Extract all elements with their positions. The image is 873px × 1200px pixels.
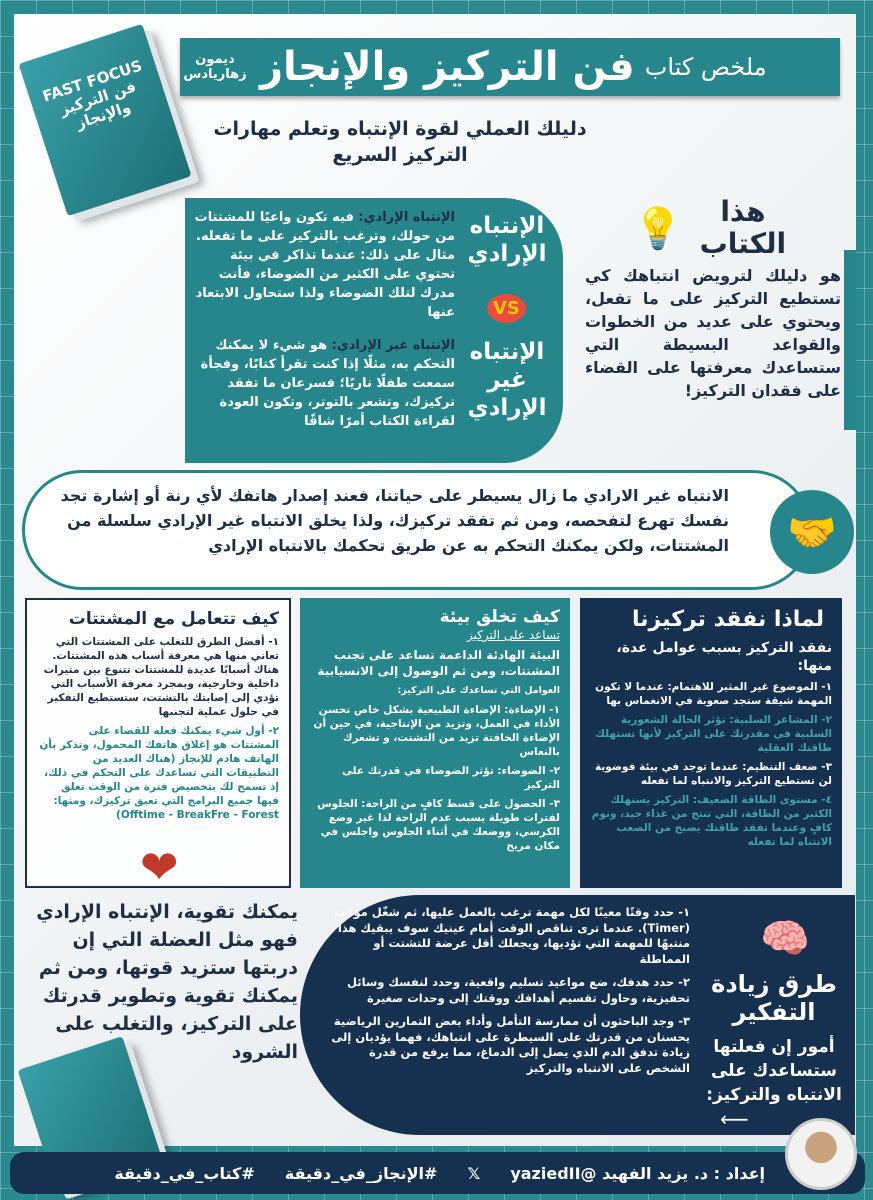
about-title: هذا الكتاب (699, 195, 787, 260)
distraction-item: ٢- أول شيء يمكنك فعله للقضاء على المشتتات هو إغلاق هاتفك المحمول، وتذكر بأن الهاتف هادم للإنجاز (هناك العديد من التطبيقات التي تساعدك على التحكم في ذلك، إذ تسمح لك بتخصيص فترة من الوقت تغلق فيها جميع البرامج التي تعيق تركيزك، ومنها: Offtime - BreakFre - Forest) (39, 725, 279, 821)
title-prefix: ملخص كتاب (644, 53, 767, 81)
why-item: ٤- مستوى الطاقة الضعيف: التركيز يستهلك الكثير من الطاقة، التي تنتج من غذاء جيد، ونوم كافٍ وعندما تفقد طاقتك يصبح من الصعب الانتباه لما تفعله (591, 794, 832, 848)
environment-item: ٣- الحصول على قسط كافٍ من الراحة: الجلوس لفترات طويلة يسبب عدم الراحة لذا غير وضع الكرسي، ووضعك في أثناء الجلوس واجلس في مكان مريح (317, 798, 560, 852)
environment-item: ٢- الضوضاء: تؤثر الضوضاء في قدرتك على التركيز (341, 765, 560, 791)
ways-item: ٢- حدد هدفك، ضع مواعيد تسليم واقعية، وحدد لنفسك وسائل تحفيزية، وحاول تقسيم أهدافك ووقتك إلى وحدات صغيرة (347, 975, 690, 1005)
voluntary-label: الإنتباه الإرادي: (358, 210, 455, 225)
page-title: فن التركيز والإنجاز (260, 44, 635, 90)
why-item: ٢- المشاعر السلبية: تؤثر الحالة الشعورية السلبية في مقدرتك على التركيز لأنها تستهلك طاقتك العقلية (595, 714, 832, 754)
handshake-icon: 🤝 (770, 490, 854, 574)
factors-label: العوامل التي تساعدك على التركيز: (397, 685, 560, 696)
x-icon: 𝕏 (467, 1163, 481, 1183)
ways-list (328, 905, 690, 1084)
environment-subtitle: تساعد على التركيز (466, 628, 560, 642)
why-title: لماذا نفقد تركيزنا (632, 607, 824, 632)
ways-item: ٣- وجد الباحثون أن ممارسة التأمل وأداء بعض التمارين الرياضية يحسنان من قدرتك على السيطرة على انتباهك، فهما يؤديان إلى زيادة تدفق الدم الذي يصل إلى الدماغ، مما يرفع من قدرة الشخص على الانتباه والتركيز (331, 1014, 690, 1075)
involuntary-desc (193, 336, 455, 431)
involuntary-label: الإنتباه غير الإرادي: (331, 338, 455, 353)
attention-types-box (185, 198, 563, 463)
why-section (580, 598, 842, 888)
author-avatar (785, 1118, 857, 1190)
ways-title: طرق زيادة التفكير (711, 970, 837, 1026)
quote-banner: الانتباه غير الارادي ما زال يسيطر على حياتنا، فعند إصدار هاتفك لأي رنة أو إشارة تجد نفسك تهرع لتفحصه، ومن ثم تفقد تركيزك، ولذا يخلق الانتباه غير الإرادي سلسلة من المشتتات، ولكن يمكنك التحكم به عن طريق تحكمك بالانتباه الإرادي (22, 470, 812, 590)
subtitle: دليلك العملي لقوة الإنتباه وتعلم مهارات التركيز السريع (213, 118, 587, 166)
why-item: ٣- ضعف التنظيم: عندما توجد في بيئة فوضوية لن تستطيع التركيز والانتباه لما تفعله (594, 761, 832, 787)
credit: إعداد : د. يزيد الفهيد @yaziedII (510, 1163, 765, 1183)
strengthen-text: يمكنك تقوية، الإنتباه الإرادي فهو مثل العضلة التي إن دربتها ستزيد قوتها، ومن ثم يمكنك تقوية وتطوير قدرتك على التركيز، والتغلب على الشرود (36, 901, 298, 1063)
ways-item: ١- حدد وقتًا معينًا لكل مهمة ترغب بالعمل عليها، ثم شغّل مؤقت (Timer). عندما ترى تناقص الوقت أمام عينيك سوف يبقيك هذا منتبهًا للمهمة التي تؤديها، ويجعلك أقل عرضة للتشتت أو المماطلة (333, 905, 690, 966)
environment-intro: البيئة الهادئة الداعمة تساعد على تجنب المشتتات، ومن ثم الوصول إلى الانسيابية (317, 648, 560, 678)
distraction-item: ١- أفضل الطرق للتغلب على المشتتات التي تعاني منها هي معرفة أسباب هذه المشتتات. هناك أسبابًا عديدة للمشتتات تتنوع بين مثيرات داخلية وخارجية، وبمجرد معرفة الأسباب التي تؤدي إلى إصابتك بالتشتت، ستستطيع التفكير في حلول عملية لتجنبها (43, 636, 279, 718)
about-book (585, 196, 841, 402)
footer-bar (10, 1152, 865, 1194)
distractions-title: كيف تتعامل مع المشتتات (68, 609, 279, 629)
involuntary-text: هو شيء لا يمكنك التحكم به، مثلًا إذا كنت تقرأ كتابًا، وفجأة سمعت طفلًا ناريًا؛ فسرعان ما تفقد تركيزك، وتشعر بالتوتر، وتكون العودة لقراءة الكتاب أمرًا شاقًا (200, 338, 455, 429)
hashtag-book[interactable]: #كتاب_في_دقيقة (114, 1163, 255, 1183)
environment-section (300, 598, 570, 888)
why-item: ١- الموضوع غير المثير للاهتمام: عندما لا تكون المهمة شيقة ستجد صعوبة في الانغماس بها (595, 681, 832, 707)
voluntary-heading: الإنتباه الإرادي (467, 213, 547, 267)
environment-item: ١- الإضاءة: الإضاءة الطبيعية بشكل خاص تحسن الأداء في العمل، وتزيد من الإنتاجية، في حين أن الإضاءة الخافتة تزيد من التشتت، و تشعرك بالنعاس (313, 704, 560, 758)
ways-lead: أمور إن فعلتها ستساعدك على الانتباه والتركيز: (706, 1037, 842, 1105)
book-cover-text: FAST FOCUS فن التركيز والإنجاز (40, 56, 145, 133)
author-name: ديمون زهاريادس (183, 52, 247, 82)
heart-icon: ❤ (140, 840, 179, 894)
brain-icon: 🧠 (760, 916, 810, 962)
lightbulb-icon: 💡 (633, 205, 683, 252)
about-text: هو دليلك لترويض انتباهك كي تستطيع التركيز على ما تفعل، ويحتوي على عديد من الخطوات والقواعد البسيطة التي ستساعدك معرفتها على القضاء على فقدان التركيز! (585, 266, 841, 400)
voluntary-text: فيه تكون واعيًا للمشتتات من حولك، وترغب بالتركيز على ما تفعله. مثال على ذلك: عندما تذاكر في بيئة تحتوي على الكثير من الضوضاء، فأنت مدرك لتلك الضوضاء ولذا ستحاول الابتعاد عنها (194, 210, 455, 320)
environment-title: كيف تخلق بيئة (439, 607, 560, 627)
voluntary-desc (193, 208, 455, 322)
involuntary-heading: الإنتباه غير الإرادي (467, 339, 547, 421)
vs-icon: VS (487, 294, 526, 323)
why-intro: نفقد التركيز بسبب عوامل عدة، منها: (616, 640, 832, 674)
hashtag-achievement[interactable]: #الإنجاز_في_دقيقة (284, 1163, 438, 1183)
accent-bar (844, 250, 856, 430)
arrow-left-icon: ⟵ (720, 1107, 749, 1131)
title-banner (180, 38, 840, 96)
